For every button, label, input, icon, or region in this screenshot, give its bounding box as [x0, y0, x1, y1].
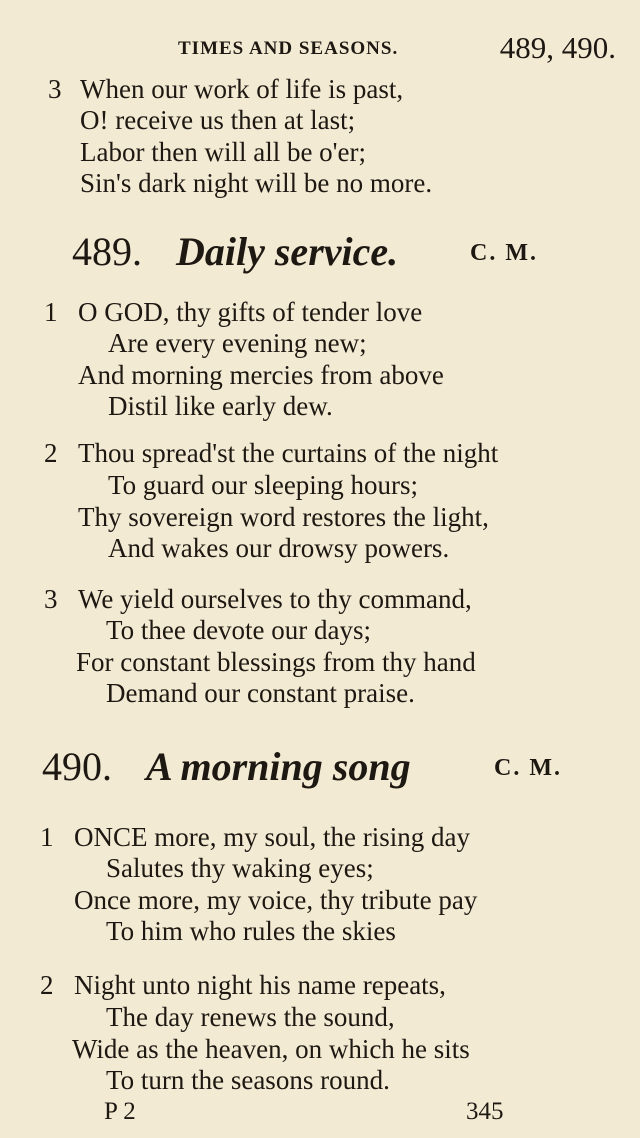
hymn-meter: C. M. [470, 240, 538, 266]
verse-line: To guard our sleeping hours; [108, 470, 419, 500]
hymn-meter: C. M. [494, 755, 562, 781]
hymn-heading-489 [0, 228, 640, 278]
verse-line: Are every evening new; [108, 328, 367, 358]
hymn-number-range: 489, 490. [499, 30, 616, 65]
verse-line: O GOD, thy gifts of tender love [78, 297, 423, 327]
verse-line: And wakes our drowsy powers. [108, 533, 450, 563]
verse-line: Demand our constant praise. [106, 678, 415, 708]
verse-line: Thy sovereign word restores the light, [78, 502, 489, 532]
verse-line: Wide as the heaven, on which he sits [72, 1034, 470, 1064]
hymn-heading-490 [0, 743, 640, 793]
verse-line: To him who rules the skies [106, 916, 396, 946]
hymn-number: 490. [42, 744, 112, 789]
hymn-title: A morning song [146, 744, 411, 789]
verse-line: Distil like early dew. [108, 391, 333, 421]
verse-line: We yield ourselves to thy command, [78, 584, 472, 614]
verse-line: To thee devote our days; [106, 615, 372, 645]
verse-number: 1 [40, 822, 54, 852]
page-number: 345 [466, 1098, 504, 1125]
verse-number: 2 [40, 970, 54, 1000]
verse-line: ONCE more, my soul, the rising day [74, 822, 470, 852]
verse-line: The day renews the sound, [106, 1002, 395, 1032]
verse-line: Labor then will all be o'er; [80, 137, 367, 167]
verse-number: 3 [48, 74, 62, 104]
verse-line: When our work of life is past, [80, 74, 404, 104]
hymn-title: Daily service. [176, 229, 399, 274]
verse-line: Salutes thy waking eyes; [106, 853, 374, 883]
verse-line: For constant blessings from thy hand [76, 647, 476, 677]
hymn-number: 489. [72, 229, 142, 274]
verse-line: Night unto night his name repeats, [74, 970, 446, 1000]
signature-mark: P 2 [104, 1098, 136, 1125]
verse-line: Thou spread'st the curtains of the night [78, 438, 499, 468]
verse-number: 3 [44, 584, 58, 614]
verse-number: 2 [44, 438, 58, 468]
verse-number: 1 [44, 297, 58, 327]
verse-line: O! receive us then at last; [80, 105, 356, 135]
verse-line: Once more, my voice, thy tribute pay [74, 885, 478, 915]
verse-line: Sin's dark night will be no more. [80, 168, 433, 198]
running-title: TIMES AND SEASONS. [178, 38, 399, 59]
verse-line: To turn the seasons round. [106, 1065, 390, 1095]
verse-line: And morning mercies from above [78, 360, 444, 390]
